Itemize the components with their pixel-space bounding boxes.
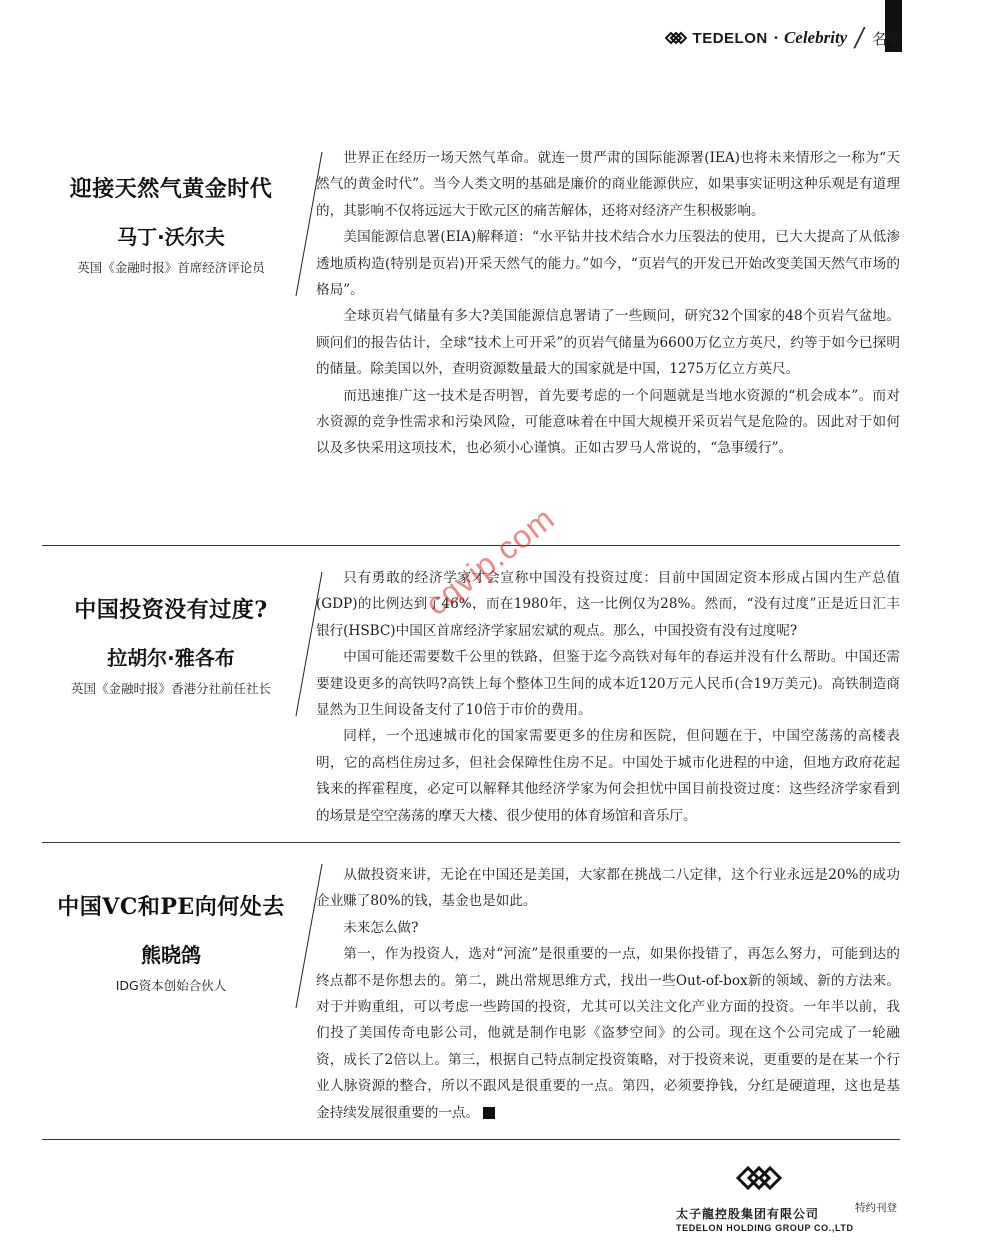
article-2-paragraph: 同样，一个迅速城市化的国家需要更多的住房和医院，但问题在于，中国空荡荡的高楼表明，它的高档住房过多，但社会保障性住房不足。中国处于城市化进程的中途，但地方政府花起钱来的挥霍程度，必定可以解释其他经济学家为何会担忧中国目前投资过度：这些经济学家看到的场景是空空荡荡的摩天大楼、很少使用的体育场馆和音乐厅。 — [316, 728, 900, 824]
header-series: Celebrity — [783, 28, 848, 47]
end-mark-icon: 简 — [483, 1107, 495, 1119]
watermark: cqvip.com — [418, 499, 562, 623]
article-3-byline — [42, 890, 300, 994]
article-1-paragraph: 全球页岩气储量有多大?美国能源信息署请了一些顾问，研究32个国家的48个页岩气盆地。顾问们的报告估计，全球“技术上可开采”的页岩气储量为6600万亿立方英尺，约等于如今已探明的储量。除美国以外，查明资源数量最大的国家就是中国，1275万亿立方英尺。 — [316, 308, 900, 378]
article-2-paragraph: 中国可能还需要数千公里的铁路，但鉴于迄今高铁对每年的春运并没有什么帮助。中国还需要建设更多的高铁吗?高铁上每个整体卫生间的成本近120万元人民币(合19万美元)。高铁制造商显然为卫生间设备支付了10倍于市价的费用。 — [316, 649, 900, 719]
section-divider — [42, 545, 900, 546]
article-1-body — [316, 145, 900, 462]
section-divider — [42, 842, 900, 843]
page-header — [665, 23, 902, 53]
footer-company-name-en: TEDELON HOLDING GROUP CO.,LTD — [676, 1223, 854, 1233]
article-2-paragraph: 只有勇敢的经济学家才会宣称中国没有投资过度：目前中国固定资本形成占国内生产总值(GDP)的比例达到了46%，而在1980年，这一比例仅为28%。然而，“没有过度”正是近日汇丰银行(HSBC)中国区首席经济学家屈宏斌的观点。那么，中国投资有没有过度呢? — [316, 570, 900, 639]
header-section: 名家 — [871, 29, 902, 48]
article-2-author: 拉胡尔·雅各布 — [107, 646, 235, 670]
article-3-title: 中国VC和PE向何处去 — [57, 894, 285, 920]
article-3-body — [316, 862, 900, 1126]
article-1-author-role: 英国《金融时报》首席经济评论员 — [77, 260, 265, 275]
article-2-byline — [42, 593, 300, 697]
footer-company-name-cn: 太子龍控股集团有限公司 — [676, 1207, 820, 1221]
article-3-paragraph: 从做投资来讲，无论在中国还是美国，大家都在挑战二八定律，这个行业永远是20%的成功企业赚了80%的钱，基金也是如此。 — [316, 867, 900, 910]
article-3-author: 熊晓鸽 — [141, 943, 201, 967]
article-1-paragraph: 美国能源信息署(EIA)解释道：“水平钻井技术结合水力压裂法的使用，已大大提高了从低渗透地质构造(特别是页岩)开采天然气的能力。”如今，“页岩气的开发已开始改变美国天然气市场的格局”。 — [316, 229, 900, 299]
article-2-author-role: 英国《金融时报》香港分社前任社长 — [70, 681, 271, 696]
tedelon-logo-icon — [665, 29, 687, 47]
article-3-author-role: IDG资本创始合伙人 — [115, 978, 227, 993]
article-3-paragraph — [316, 941, 900, 1126]
header-series-dot: · — [773, 28, 778, 47]
header-slash: / — [852, 23, 867, 53]
article-3-paragraph: 未来怎么做? — [343, 919, 419, 936]
article-1-title: 迎接天然气黄金时代 — [69, 176, 273, 202]
header-brand: TEDELON — [692, 29, 768, 47]
article-2-title: 中国投资没有过度? — [74, 597, 268, 623]
article-1-byline — [42, 172, 300, 276]
section-divider — [42, 1139, 900, 1140]
article-1-paragraph: 世界正在经历一场天然气革命。就连一贯严肃的国际能源署(IEA)也将未来情形之一称为“天然气的黄金时代”。当今人类文明的基础是廉价的商业能源供应，如果事实证明这种乐观是有道理的，其影响不仅将远远大于欧元区的痛苦解体，还将对经济产生积极影响。 — [316, 150, 900, 219]
article-2-body — [316, 565, 900, 829]
article-3-paragraph-text: 第一，作为投资人，选对“河流”是很重要的一点，如果你投错了，再怎么努力，可能到达的终点都不是你想去的。第二，跳出常规思维方式，找出一些Out-of-box新的领域、新的方法来。对于并购重组，可以考虑一些跨国的投资，尤其可以关注文化产业方面的投资。一年半以前，我们投了美国传奇电影公司，他就是制作电影《盗梦空间》的公司。现在这个公司完成了一轮融资，成长了2倍以上。第三，根据自己特点制定投资策略，对于投资来说，更重要的是在某一个行业人脉资源的整合，所以不跟风是很重要的一点。第四，必须要挣钱，分红是硬道理，这也是基金持续发展很重要的一点。 — [316, 946, 900, 1121]
tedelon-footer-logo-icon — [736, 1160, 782, 1196]
article-1-paragraph: 而迅速推广这一技术是否明智，首先要考虑的一个问题就是当地水资源的“机会成本”。而对水资源的竞争性需求和污染风险，可能意味着在中国大规模开采页岩气是危险的。因此对于如何以及多快采用这项技术，也必须小心谨慎。正如古罗马人常说的，“急事缓行”。 — [316, 387, 900, 457]
footer-sponsor-label: 特约刊登 — [855, 1202, 897, 1214]
article-1-author: 马丁·沃尔夫 — [117, 225, 225, 249]
